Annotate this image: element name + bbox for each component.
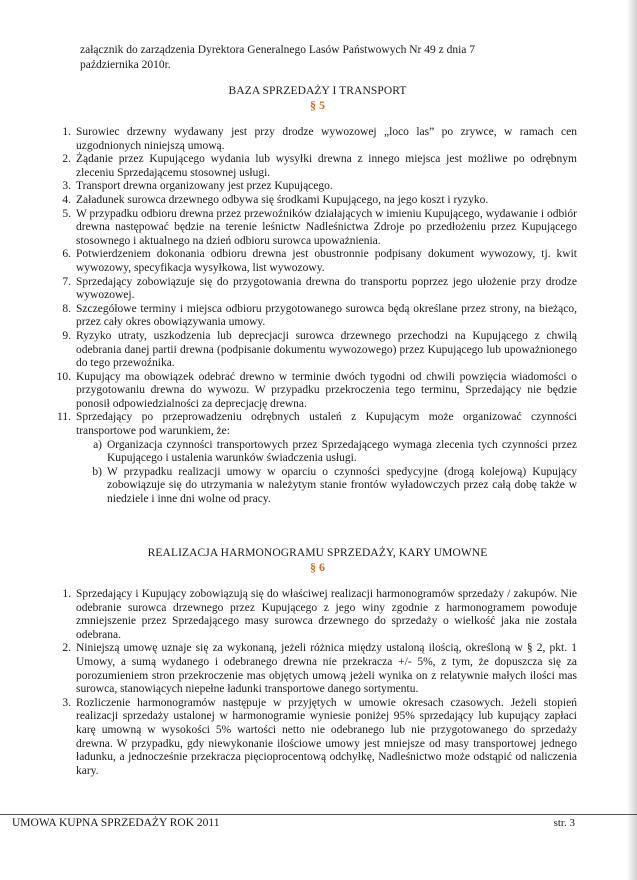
section-6-number: § 6: [310, 560, 325, 574]
list-item: 9. Ryzyko utraty, uszkodzenia lub deprecjacji surowca drzewnego przechodzi na Kupującego z chwilą odebrania danej partii drewna (podpisanie dokumentu wywozowego) przez Kupującego lub upoważnionego do tego przewoźnika.: [62, 329, 577, 370]
document-header: [80, 43, 580, 73]
header-line-2: października 2010r.: [80, 59, 171, 71]
page-number: str. 3: [553, 817, 575, 829]
list-item: 3. Rozliczenie harmonogramów następuje w przyjętych w umowie okresach czasowych. Jeżeli stopień realizacji sprzedaży ustalonej w harmonogramie wyniesie poniżej 95% sprzedający lub kupujący zapłaci karę umowną w wysokości 5% wartości netto nie odebranego lub nie przygotowanego do sprzedaży drewna. W przypadku, gdy niewykonanie ilościowe umowy jest mniejsze od masy transportowej jednego ładunku, a jednocześnie przekracza pięcioprocentową odchyłkę, Nadleśnictwo może odstąpić od naliczenia kary.: [62, 696, 577, 777]
section-6-list: [55, 588, 577, 778]
list-item: 7. Sprzedający zobowiązuje się do przygotowania drewna do transportu poprzez jego ułożenie przy drodze wywozowej.: [62, 275, 577, 302]
list-item: 11. Sprzedający po przeprowadzeniu odrębnych ustaleń z Kupującym może organizować czynności transportowe pod warunkiem, że: a) Organizacja czynności transportowych przez Sprzedającego wymaga zlecenia tych czynności przez Kupującego i ustalenia warunków świadczenia usługi. b) W przypadku realizacji umowy w oparciu o czynności spedycyjne (drogą kolejową) Kupujący zobowiązuje się do utrzymania w należytym stanie frontów wyładowczych przez całą dobę także w niedziele i inne dni wolne od pracy.: [57, 411, 577, 506]
list-item: 1. Surowiec drzewny wydawany jest przy drodze wywozowej „loco las” po zrywce, w ramach cen uzgodnionych niniejszą umową.: [62, 126, 577, 152]
footer-title: UMOWA KUPNA SPRZEDAŻY ROK 2011: [12, 817, 220, 829]
list-item: 1. Sprzedający i Kupujący zobowiązują się do właściwej realizacji harmonogramów sprzedaży / zakupów. Nie odebranie surowca drzewnego przez Kupującego z jego winy zgodnie z harmonogramem powoduje zmniejszenie przez Sprzedającego masy surowca drzewnego do sprzedaży o wielkość jaka nie została odebrana.: [62, 588, 577, 641]
list-item: 8. Szczegółowe terminy i miejsca odbioru przygotowanego surowca będą określane przez strony, na bieżąco, przez cały okres obowiązywania umowy.: [62, 302, 577, 329]
list-item: 2. Niniejszą umowę uznaje się za wykonaną, jeżeli różnica między ustaloną ilością, określoną w § 2, pkt. 1 Umowy, a sumą wydanego i odebranego drewna nie przekracza +/- 5%, z tym, że dopuszcza się za porozumieniem stron przekroczenie mas objętych umową jeżeli wynika on z relatywnie małych ilości mas surowca, stanowiących niepełne ładunki transportowe danego sortymentu.: [62, 642, 577, 696]
section-5-sublist: [76, 439, 577, 507]
page-edge-shadow: [627, 0, 637, 880]
footer-divider: [0, 814, 637, 815]
list-item: 3. Transport drewna organizowany jest przez Kupującego.: [62, 180, 333, 193]
section-5-title: BAZA SPRZEDAŻY I TRANSPORT: [228, 85, 407, 97]
section-5-number: § 5: [310, 98, 325, 112]
list-item: 10. Kupujący ma obowiązek odebrać drewno w terminie dwóch tygodni od chwili powzięcia wiadomości o przygotowaniu drewna do wywozu. W przypadku przekroczenia tego terminu, Sprzedający nie będzie ponosił odpowiedzialności za deprecjację drewna.: [56, 370, 577, 410]
sub-list-item: a) Organizacja czynności transportowych przez Sprzedającego wymaga zlecenia tych czynności przez Kupującego i ustalenia warunków świadczenia usługi.: [93, 438, 577, 465]
section-6-title: REALIZACJA HARMONOGRAMU SPRZEDAŻY, KARY UMOWNE: [147, 547, 488, 559]
list-item: 2. Żądanie przez Kupującego wydania lub wysyłki drewna z innego miejsca jest możliwe po odrębnym zleceniu Sprzedającemu stosownej usługi.: [62, 153, 577, 179]
header-line-1: załącznik do zarządzenia Dyrektora Generalnego Lasów Państwowych Nr 49 z dnia 7: [80, 44, 475, 56]
sub-list-item: b) W przypadku realizacji umowy w oparciu o czynności spedycyjne (drogą kolejową) Kupujący zobowiązuje się do utrzymania w należytym stanie frontów wyładowczych przez całą dobę także w niedziele i inne dni wolne od pracy.: [92, 465, 577, 506]
list-item: 5. W przypadku odbioru drewna przez przewoźników działających w imieniu Kupującego, wydawanie i odbiór drewna następować będzie na terenie leśnictw Nadleśnictwa Zdroje po przedłożeniu przez Kupującego stosownego i aktualnego na dzień odbioru surowca upoważnienia.: [62, 207, 577, 247]
list-item: 6. Potwierdzeniem dokonania odbioru drewna jest obustronnie podpisany dokument wywozowy, tj. kwit wywozowy, specyfikacja wysyłkowa, list wywozowy.: [62, 248, 577, 274]
list-item: 4. Załadunek surowca drzewnego odbywa się środkami Kupującego, na jego koszt i ryzyko.: [62, 193, 489, 206]
section-5-list: [55, 126, 577, 507]
